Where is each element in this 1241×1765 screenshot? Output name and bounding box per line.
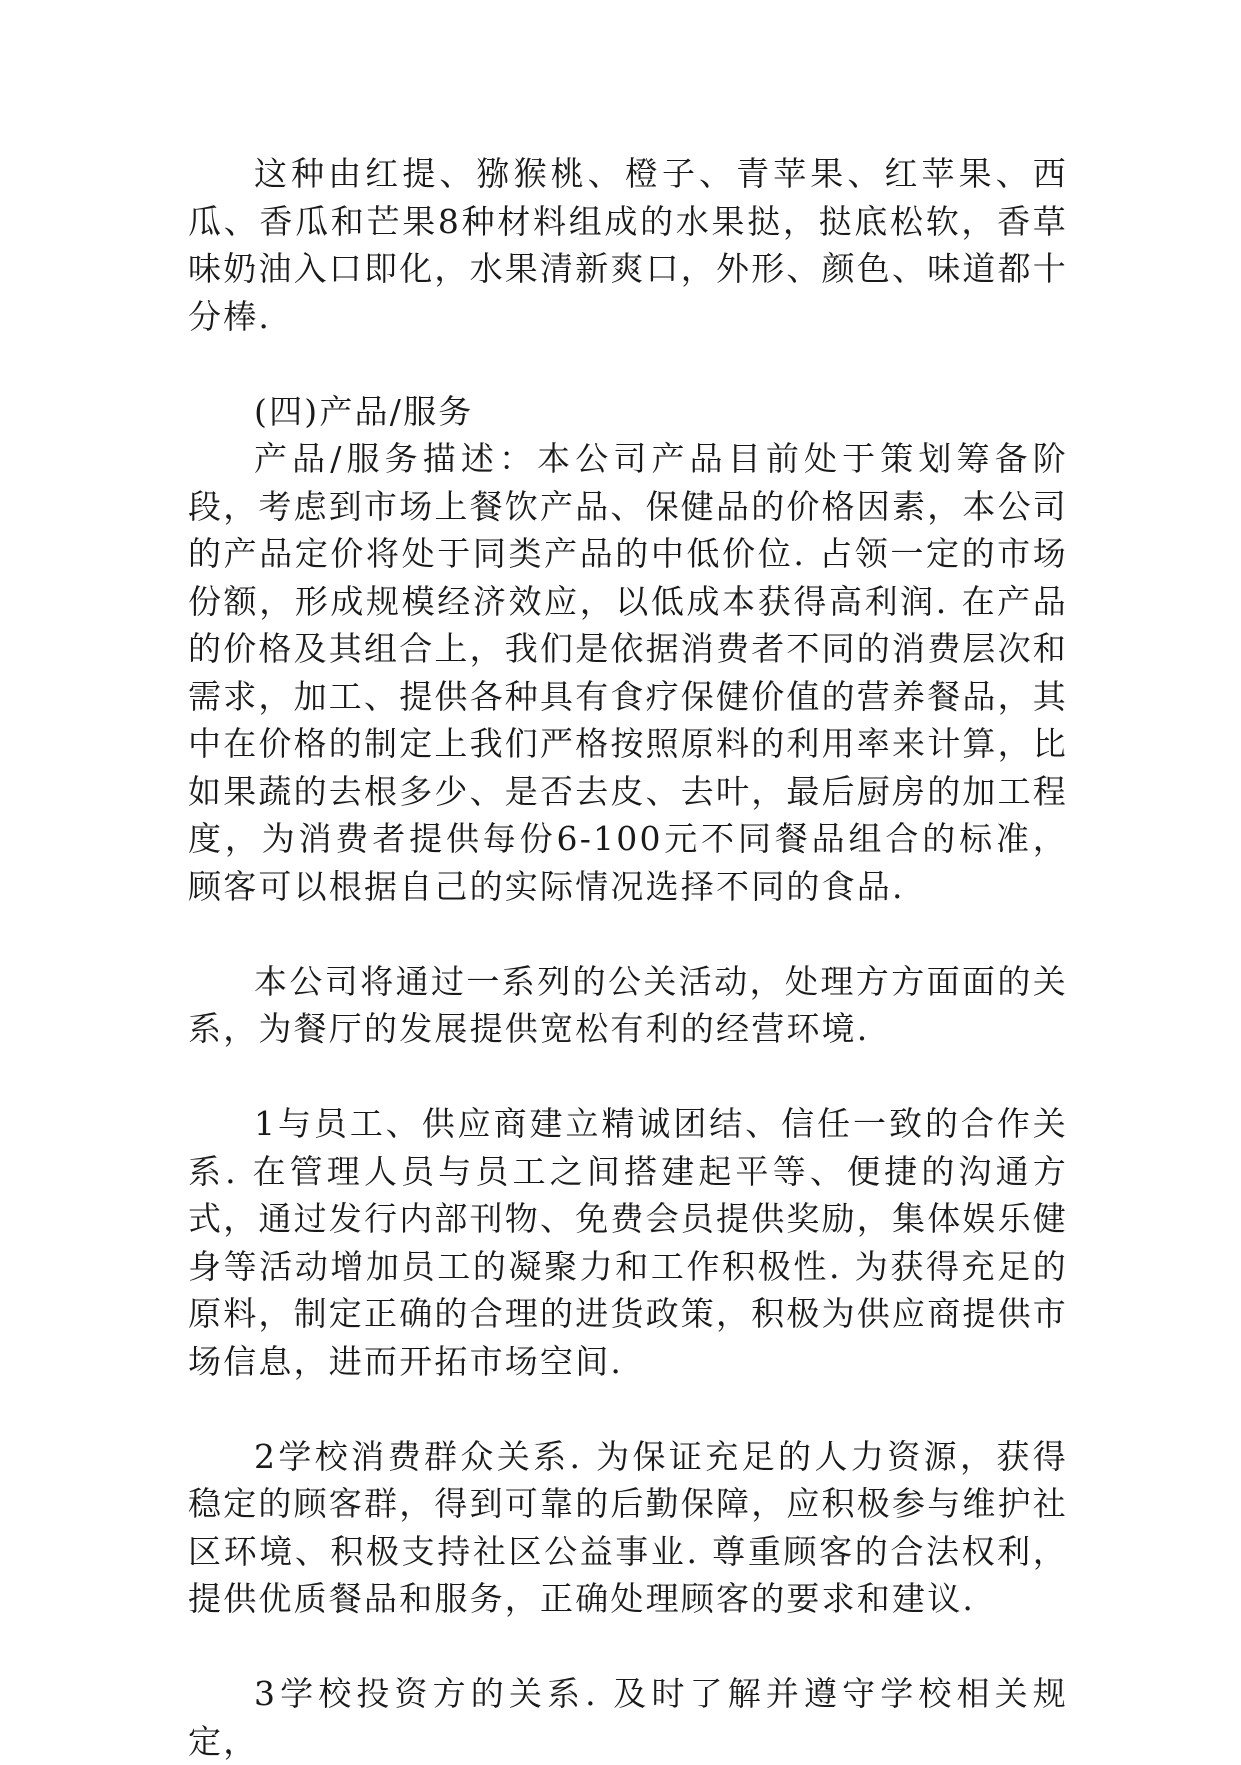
section-heading-products-services: (四)产品/服务 [254, 391, 474, 431]
paragraph-fruit-tart: 这种由红提、猕猴桃、橙子、青苹果、红苹果、西瓜、香瓜和芒果8种材料组成的水果挞，挞底松软，香草味奶油入口即化，水果清新爽口，外形、颜色、味道都十分棒. [188, 154, 1068, 336]
paragraph-school-consumer-relations: 2学校消费群众关系. 为保证充足的人力资源，获得稳定的顾客群，得到可靠的后勤保障，应积极参与维护社区环境、积极支持社区公益事业. 尊重顾客的合法权利，提供优质餐品和服务，正确处理顾客的要求和建议. [188, 1436, 1068, 1618]
paragraph-product-description: 产品/服务描述：本公司产品目前处于策划筹备阶段，考虑到市场上餐饮产品、保健品的价格因素，本公司的产品定价将处于同类产品的中低价位. 占领一定的市场份额，形成规模经济效应，以低成本获得高利润. 在产品的价格及其组合上，我们是依据消费者不同的消费层次和需求，加工、提供各种具有食疗保健价值的营养餐品，其中在价格的制定上我们严格按照原料的利用率来计算，比如果蔬的去根多少、是否去皮、去叶，最后厨房的加工程度，为消费者提供每份6-100元不同餐品组合的标准，顾客可以根据自己的实际情况选择不同的食品. [188, 439, 1068, 906]
paragraph-public-relations: 本公司将通过一系列的公关活动，处理方方面面的关系，为餐厅的发展提供宽松有利的经营环境. [188, 961, 1068, 1048]
document-body [188, 150, 1068, 1765]
paragraph-school-investor-relations: 3学校投资方的关系. 及时了解并遵守学校相关规定， [188, 1674, 1068, 1761]
paragraph-employee-supplier-relations: 1与员工、供应商建立精诚团结、信任一致的合作关系. 在管理人员与员工之间搭建起平等、便捷的沟通方式，通过发行内部刊物、免费会员提供奖励，集体娱乐健身等活动增加员工的凝聚力和工作积极性. 为获得充足的原料，制定正确的合理的进货政策，积极为供应商提供市场信息，进而开拓市场空间. [188, 1104, 1068, 1381]
